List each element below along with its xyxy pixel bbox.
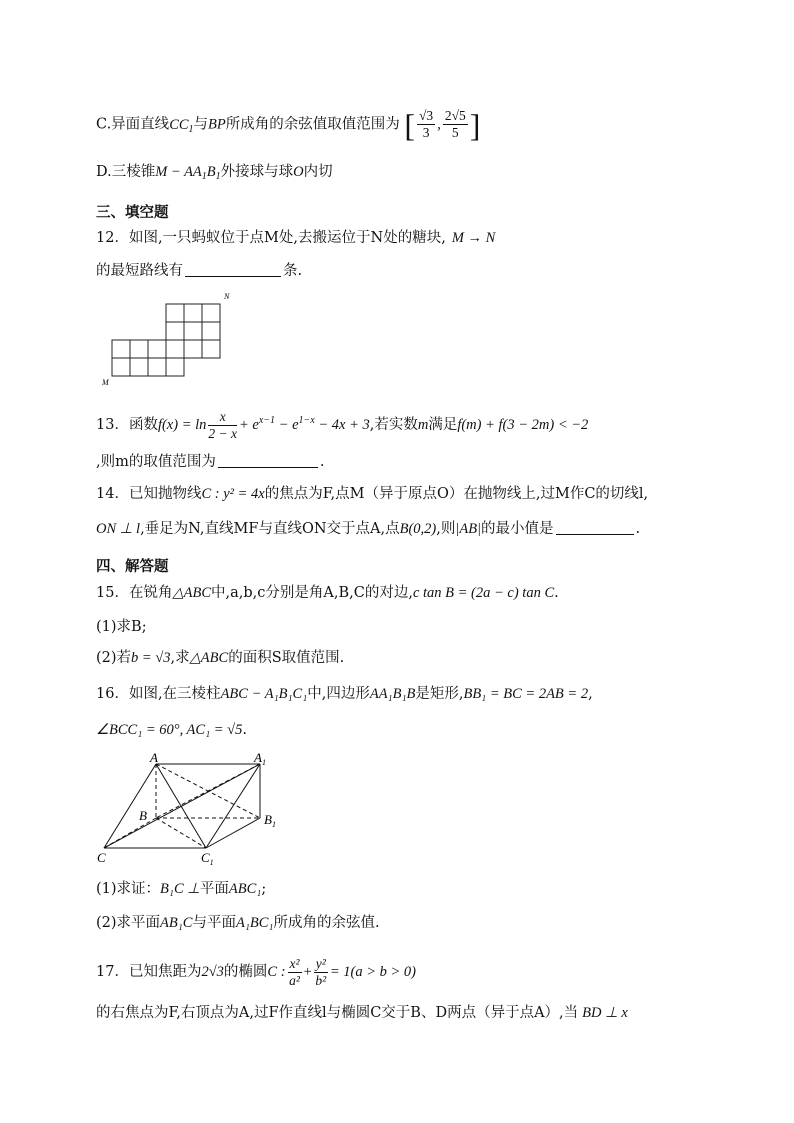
option-c: C.异面直线$CC_1$与BP所成角的余弦值取值范围为 [ $\frac{√3}{3}$ , $\frac{2√5}{5}$ ] <box>96 106 481 143</box>
option-d: D.三棱锥$M - AA_1B_1$外接球与球O内切 <box>96 164 333 182</box>
q15-part2: (2)若b = √3,求△ABC的面积S取值范围. <box>96 650 345 666</box>
q12-line1: 12．如图,一只蚂蚁位于点M处,去搬运位于N处的糖块, M → N <box>96 230 496 246</box>
label-a: A <box>150 752 158 765</box>
grid-label-m: M <box>102 378 109 387</box>
interval-low: $\frac{√3}{3}$ <box>419 108 434 140</box>
q13-line1: 13．函数f(x) = ln $\frac{x}{2 - x}$ + $e^{x-1} - e^{1-x} - 4x + 3$,若实数m满足f(m) + f(3 − 2m) < −2 <box>96 408 589 441</box>
q13-answer-blank[interactable] <box>218 453 318 468</box>
q13-fraction: $\frac{x}{2 - x}$ <box>208 408 237 441</box>
q12-line2: 的最短路线有 条. <box>96 263 303 279</box>
q14-line2: ON ⊥ l,垂足为N,直线MF与直线ON交于点A,点B(0,2),则|AB|的最小值是 . <box>96 521 641 537</box>
label-b1: $B_1$ <box>264 812 276 829</box>
interval-high: $\frac{2√5}{5}$ <box>444 108 466 140</box>
q14-line1: 14．已知抛物线C : y² = 4x的焦点为F,点M（异于原点O）在抛物线上,过M作C的切线l, <box>96 486 649 502</box>
q17-line1: 17．已知焦距为2√3的椭圆C : $\frac{\text{x²}}{\text{a²}}$ + $\frac{\text{y²}}{\text{b²}}$ = 1(a > b > 0) <box>96 955 416 988</box>
section-fill-in: 三、填空题 <box>96 205 169 221</box>
label-c1: $C_1$ <box>201 850 214 867</box>
section-solutions: 四、解答题 <box>96 559 169 575</box>
grid-label-n: N <box>224 292 230 301</box>
line-bp: BP <box>208 116 226 133</box>
q16-line2: ∠BCC₁ = 60°, AC₁ = √5. <box>96 722 247 738</box>
label-c: C <box>97 850 106 865</box>
ellipse-x-term: $\frac{\text{x²}}{\text{a²}}$ <box>289 955 300 988</box>
label-a1: $A_1$ <box>254 752 266 767</box>
q17-line2: 的右焦点为F,右顶点为A,过F作直线l与椭圆C交于B、D两点（异于点A）,当 BD ⊥ x <box>96 1005 628 1021</box>
ellipse-y-term: $\frac{\text{y²}}{\text{b²}}$ <box>315 955 327 988</box>
interval-bracket-close: ] <box>469 106 481 143</box>
option-c-prefix: C.异面直线 <box>96 116 170 133</box>
q14-answer-blank[interactable] <box>556 520 634 535</box>
option-c-suffix: 所成角的余弦值取值范围为 <box>225 116 400 133</box>
q12-grid-figure <box>100 290 230 390</box>
tetrahedron-expr: $M - AA_1B_1$ <box>155 164 221 182</box>
q12-answer-blank[interactable] <box>185 262 281 277</box>
line-cc1: $CC_1$ <box>169 116 194 135</box>
q15-part1: (1)求B; <box>96 619 147 635</box>
label-b: B <box>139 808 147 823</box>
q16-part2: (2)求平面AB₁C与平面A₁BC₁所成角的余弦值. <box>96 915 380 931</box>
q16-part1: (1)求证：B₁C ⊥平面ABC₁; <box>96 881 267 897</box>
interval-bracket: [ <box>404 106 416 143</box>
q15-line1: 15．在锐角△ABC中,a,b,c分别是角A,B,C的对边,c tan B = (2a − c) tan C. <box>96 585 559 601</box>
q16-prism-figure <box>94 752 284 870</box>
q16-line1: 16．如图,在三棱柱ABC − A₁B₁C₁中,四边形AA₁B₁B是矩形,BB₁ = BC = 2AB = 2, <box>96 686 593 702</box>
option-c-mid: 与 <box>193 116 209 133</box>
q13-line2: ,则m的取值范围为 . <box>96 454 325 470</box>
